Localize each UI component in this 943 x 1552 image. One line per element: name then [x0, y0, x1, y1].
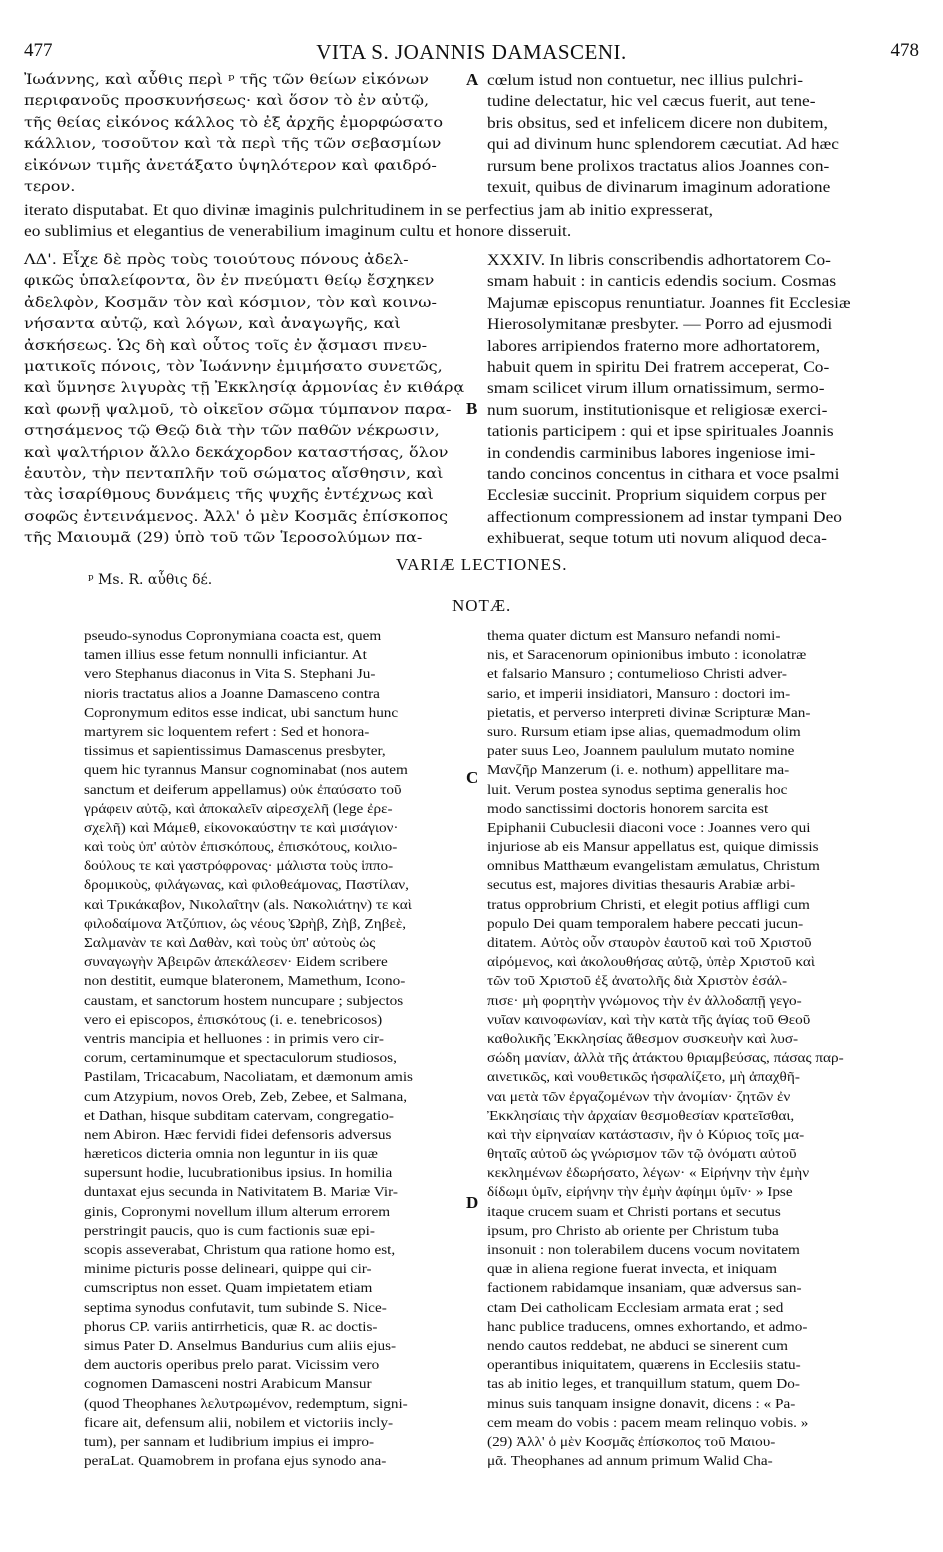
- varia-lectiones-heading: VARIÆ LECTIONES.: [396, 555, 568, 574]
- text-line: Hierosolymitanæ presbyter. — Porro ad ejusmodi: [487, 316, 833, 334]
- text-line: μᾶ. Theophanes ad annum primum Walid Cha-: [487, 1453, 773, 1469]
- text-line: duntaxat ejus secunda in Nativitatem B. Mariæ Vir-: [84, 1184, 398, 1200]
- text-line: et falsario Mansuro ; contumelioso Christi adver-: [487, 666, 787, 682]
- text-line: perstringit paucis, quo is cum factionis suæ epi-: [84, 1222, 375, 1238]
- text-line: insonuit : non tolerabilem ducens vocum novitatem: [487, 1242, 800, 1257]
- text-line: rursum bene prolixos tractatus alios Joannes con-: [487, 157, 830, 175]
- text-line: ἀδελφὸν, Κοσμᾶν τὸν καὶ κόσμιον, τὸν καὶ κοινω-: [24, 294, 437, 311]
- text-line: tando concinos concentus in cithara et voce psalmi: [487, 466, 840, 484]
- text-line: τερον.: [24, 179, 76, 196]
- text-line: tationis participem : qui et ipse spirituales Joannis: [487, 423, 834, 441]
- text-line: νήσαντα αὐτῷ, καὶ λόγων, καὶ ἀναγωγῆς, καὶ: [24, 316, 401, 333]
- text-line: hanc publice traducens, omnes exhortando, et admo-: [487, 1318, 808, 1334]
- text-line: Ἰωάννης, καὶ αὖθις περὶ ᵖ τῆς τῶν θείων εἰκόνων: [24, 72, 429, 88]
- text-line: cumscriptus non esset. Quam impietatem etiam: [84, 1280, 373, 1296]
- text-line: καὶ Τρικάκαβον, Νικολαΐτην (als. Νακολιάτην) τε καὶ: [84, 896, 412, 912]
- text-line: δίδωμι ὑμῖν, εἰρήνην τὴν ἐμὴν ἀφίημι ὑμῖν· » Ipse: [487, 1184, 793, 1200]
- mid-left-column: [24, 250, 464, 550]
- text-line: ἀσκήσεως. Ὡς δὴ καὶ οὗτος τοῖς ἐν ᾄσμασι πνευ-: [24, 337, 428, 354]
- top-left-column: [24, 70, 464, 198]
- text-line: injuriose ab eis Mansur appellatus est, quique dimissis: [487, 839, 819, 855]
- marker-c: C: [466, 768, 479, 787]
- text-line: εἰκόνων τιμῆς ἀνετάξατο ὑψηλότερον καὶ φαιδρό-: [24, 157, 437, 174]
- text-line: Ἐκκλησίαις τὴν ἀρχαίαν θεσμοθεσίαν κρατεῖσθαι,: [487, 1107, 795, 1123]
- text-line: operantibus iniquitatem, quærens in Ecclesiis statu-: [487, 1357, 801, 1373]
- notes-left-column: [84, 626, 464, 1470]
- text-line: habuit quem in spiritu Dei fratrem acceperat, Co-: [487, 359, 830, 377]
- text-line: tratus opprobrium Christi, et elegit potius affligi cum: [487, 896, 810, 912]
- notes-right-column: [487, 626, 919, 1470]
- text-line: pseudo-synodus Copronymiana coacta est, quem: [84, 628, 382, 643]
- text-line: pater suus Leo, Joannem paululum mutato nomine: [487, 743, 795, 759]
- text-line: supersunt hodie, lucubrationibus ipsius. In homilia: [84, 1165, 393, 1181]
- text-line: σώδη μανίαν, ἀλλὰ τῆς ἀτάκτου θριαμβεύσας, πάσας παρ-: [487, 1050, 844, 1066]
- text-line: καὶ τοὺς ὑπ' αὐτὸν ἐπισκόπους, ἐπισκότους, κοιλιο-: [84, 839, 398, 855]
- text-line: καὶ φωνῇ ψαλμοῦ, τὸ οἰκεῖον σῶμα τύμπανον παρα-: [24, 401, 452, 418]
- text-line: ficare ait, defensum alii, nobilem et victoriis incly-: [84, 1414, 394, 1430]
- text-line: κάλλιον, τοσοῦτον καὶ τὰ περὶ τῆς τῶν σεβασμίων: [24, 136, 442, 153]
- running-title: VITA S. JOANNIS DAMASCENI.: [316, 40, 627, 64]
- text-line: ventris mancipia et helluones : in primis vero cir-: [84, 1030, 384, 1046]
- text-line: quæ in aliena regione fuerat invecta, et iniquam: [487, 1261, 778, 1277]
- text-line: tum), per sannam et ludibrium impius ei impro-: [84, 1433, 375, 1449]
- text-line: Μανζῆρ Manzerum (i. e. nothum) appellitare ma-: [487, 762, 790, 778]
- text-line: suro. Rursum etiam ipse alias, quemadmodum olim: [487, 723, 801, 739]
- marker-d: D: [466, 1193, 479, 1212]
- text-line: et Dathan, hisque subditam catervam, congregatio-: [84, 1107, 394, 1123]
- text-line: συναγωγὴν Ἀβειρῶν ἀπεκάλεσεν· Eidem scribere: [84, 954, 388, 970]
- text-line: factionem rabidamque insaniam, quæ adversus san-: [487, 1280, 802, 1296]
- full-line: iterato disputabat. Et quo divinæ imaginis pulchritudinem in se perfectius jam ab initio expresserat,: [24, 202, 713, 219]
- text-line: vero ei episcopos, ἐπισκότους (i. e. tenebricosos): [84, 1011, 383, 1027]
- marker-b: B: [466, 399, 478, 418]
- text-line: minime picturis posse delineari, quippe qui cir-: [84, 1261, 372, 1277]
- text-line: nioris tractatus alios a Joanne Damasceno contra: [84, 685, 380, 701]
- text-line: (quod Theophanes λελυτρωμένον, redemptum, signi-: [84, 1395, 408, 1411]
- text-line: XXXIV. In libris conscribendis adhortatorem Co-: [487, 252, 831, 269]
- text-line: αἰρόμενος, καὶ ἀκολουθήσας αὐτῷ, ὑπὲρ Χριστοῦ καὶ: [487, 954, 816, 970]
- text-line: dem auctoris operibus prelo parat. Vicissim vero: [84, 1357, 380, 1373]
- text-line: sario, et imperii insidiatori, Mansuro : doctori im-: [487, 685, 791, 701]
- text-line: γράφειν αὐτῷ, καὶ ἀποκαλεῖν αἱρεσχελῆ (lege ἐρε-: [84, 800, 393, 816]
- text-line: cum Atzypium, novos Oreb, Zeb, Zebee, et Salmana,: [84, 1088, 408, 1104]
- text-line: ginis, Copronymi novellum illum alterum errorem: [84, 1203, 391, 1219]
- text-line: Copronymum editos esse indicat, ubi sanctum hunc: [84, 704, 399, 720]
- text-line: corum, certaminumque et spectaculorum studiosos,: [84, 1050, 397, 1066]
- text-line: sanctum et deiferum appellamus) οὐκ ἐπαύσατο τοῦ: [84, 781, 402, 797]
- text-line: Ecclesiæ succinit. Proprium siquidem corpus per: [487, 487, 827, 505]
- text-line: populo Dei quam temporalem habere peccati jucun-: [487, 915, 804, 931]
- text-line: omnibus Matthæum evangelistam æmulatus, Christum: [487, 858, 820, 874]
- text-line: nendo cautos reddebat, ne abduci se sinerent cum: [487, 1337, 789, 1353]
- text-line: ipsum, pro Christo ab oriente per Christum tuba: [487, 1222, 779, 1238]
- top-right-column: [487, 70, 919, 198]
- text-line: περιφανοῦς προσκυνήσεως· καὶ ὅσον τὸ ἐν αὐτῷ,: [24, 93, 430, 110]
- text-line: τὰς ἰσαρίθμους δυνάμεις τῆς ψυχῆς ἐντέχνως καὶ: [24, 487, 434, 504]
- text-line: ΛΔ'. Εἶχε δὲ πρὸς τοὺς τοιούτους πόνους ἀδελ-: [24, 252, 409, 268]
- text-line: ναι μετὰ τῶν ἐργαζομένων τὴν ἀνομίαν· ζητῶν ἐν: [487, 1088, 791, 1104]
- text-line: smam habuit : in canticis edendis socium. Cosmas: [487, 273, 837, 291]
- page-header: [24, 40, 919, 66]
- text-line: ματικοῖς πόνοις, τὸν Ἰωάννην ἐμιμήσατο συνετῶς,: [24, 359, 443, 376]
- text-line: Σαλμανὰν τε καὶ Δαθὰν, καὶ τοὺς ὑπ' αὐτοὺς ὡς: [84, 935, 376, 950]
- text-line: smam scilicet virum illum ornatissimum, sermo-: [487, 380, 825, 398]
- text-line: secutus est, majores divitias thesauris Arabiæ arbi-: [487, 877, 796, 893]
- text-line: exhibuerat, seque totum uti novum aliquod deca-: [487, 530, 827, 548]
- text-line: σχελῆ) καὶ Μάμεθ, εἰκονοκαύστην τε καὶ μισάγιον·: [84, 819, 399, 835]
- text-line: caustam, et sanctorum hostem nuncupare ; subjectos: [84, 992, 404, 1008]
- text-line: simus Pater D. Anselmus Bandurius cum aliis ejus-: [84, 1337, 397, 1353]
- text-line: septima synodus confutavit, tum subinde S. Nice-: [84, 1299, 387, 1315]
- text-line: vero Stephanus diaconus in Vita S. Stephani Ju-: [84, 666, 376, 682]
- text-line: scopis asseverabat, Christum qua ratione homo est,: [84, 1242, 396, 1257]
- text-line: δούλους τε καὶ γαστρόφρονας· μάλιστα τοὺς ἱππο-: [84, 858, 394, 874]
- text-line: hæreticos dicteria omnia non leguntur in iis quæ: [84, 1146, 378, 1162]
- text-line: καὶ τὴν εἰρηναίαν κατάστασιν, ἣν ὁ Κύριος τοῖς μα-: [487, 1126, 805, 1142]
- text-line: labores arripiendos fraterno more adhortatorem,: [487, 337, 821, 355]
- text-line: Majumæ episcopus renuntiatur. Joannes fit Ecclesiæ: [487, 294, 851, 312]
- varia-lectio-note: ᵖ Ms. R. αὖθις δέ.: [88, 572, 213, 588]
- text-line: (29) Ἀλλ' ὁ μὲν Κοσμᾶς ἐπίσκοπος τοῦ Μαιου-: [487, 1433, 776, 1449]
- text-line: θηταῖς αὐτοῦ ὡς γνώρισμον τῶν τῷ ὀνόματι αὐτοῦ: [487, 1146, 797, 1162]
- marker-a: A: [466, 70, 479, 89]
- text-line: ditatem. Αὐτὸς οὖν σταυρὸν ἑαυτοῦ καὶ τοῦ Χριστοῦ: [487, 935, 812, 950]
- text-line: thema quater dictum est Mansuro nefandi nomi-: [487, 628, 781, 643]
- text-line: quem hic tyrannus Mansur cognominabat (nos autem: [84, 762, 408, 778]
- text-line: κεκλημένων ἐδωρήσατο, λέγων· « Εἰρήνην τὴν ἐμὴν: [487, 1165, 810, 1181]
- text-line: φικῶς ὑπαλείφοντα, ὃν ἐν πνεύματι θείῳ ἔσχηκεν: [24, 273, 435, 290]
- text-line: δρομικοὺς, φιλάγωνας, καὶ φιλοθεάμονας, Παστίλαν,: [84, 877, 409, 893]
- text-line: στησάμενος τῷ Θεῷ διὰ τὴν τῶν παθῶν νέκρωσιν,: [24, 423, 440, 440]
- left-page-number: 477: [24, 40, 53, 61]
- text-line: cognomen Damasceni nostri Arabicum Mansur: [84, 1376, 372, 1392]
- text-line: tissimus et sapientissimus Damascenus presbyter,: [84, 743, 386, 759]
- right-page-number: 478: [890, 40, 919, 61]
- text-line: luit. Verum postea synodus septima generalis hoc: [487, 781, 788, 797]
- notae-heading: NOTÆ.: [452, 596, 512, 615]
- text-line: tamen illius esse fetum nonnulli inficiantur. At: [84, 647, 367, 663]
- text-line: καὶ ψαλτήριον ἄλλο δεκάχορδον καταστήσας, ὅλον: [24, 444, 449, 461]
- text-line: καθολικῆς Ἐκκλησίας ἄθεσμον συσκευὴν καὶ λυσ-: [487, 1030, 799, 1046]
- text-line: τῶν τοῦ Χριστοῦ ἐξ ἀνατολῆς διὰ Χριστὸν ἐσάλ-: [487, 973, 788, 989]
- text-line: tas ab initio leges, et tranquillum statum, quem Do-: [487, 1376, 800, 1392]
- text-line: ctam Dei catholicam Ecclesiam armata erat ; sed: [487, 1299, 784, 1315]
- text-line: itaque crucem suam et Christi portans et secutus: [487, 1203, 781, 1219]
- text-line: affectionum compressionem ad instar tympani Deo: [487, 508, 842, 526]
- text-line: minus suis tanquam insigne donavit, dicens : « Pa-: [487, 1395, 796, 1411]
- text-line: cem meam do vobis : pacem meam relinquo vobis. »: [487, 1414, 809, 1430]
- text-line: καὶ ὕμνησε λιγυρὰς τῇ Ἐκκλησίᾳ ἁρμονίας ἐν κιθάρᾳ: [24, 380, 465, 397]
- text-line: non destitit, eumque blateronem, Mamethum, Icono-: [84, 973, 406, 989]
- text-line: num suorum, institutionisque et religiosæ exerci-: [487, 401, 828, 419]
- full-line: eo sublimius et elegantius de venerabilium imaginum cultu et honore disseruit.: [24, 223, 572, 240]
- text-line: σοφῶς ἐντεινάμενος. Ἀλλ' ὁ μὲν Κοσμᾶς ἐπίσκοπος: [24, 508, 449, 525]
- text-line: νυῖαν καινοφωνίαν, καὶ τὴν κατὰ τῆς ἁγίας τοῦ Θεοῦ: [487, 1011, 811, 1027]
- text-line: modo sanctissimi doctoris honorem sarcita est: [487, 800, 769, 816]
- text-line: ἑαυτὸν, τὴν πενταπλῆν τοῦ σώματος αἴσθησιν, καὶ: [24, 466, 444, 483]
- text-line: φιλοδαίμονα Ἀτζύπιον, ὡς νέους Ὠρὴβ, Ζὴβ, Ζηβεὲ,: [84, 915, 407, 931]
- text-line: bris obsitus, sed et infelicem dicere non dubitem,: [487, 114, 828, 132]
- text-line: τῆς Μαιουμᾶ (29) ὑπὸ τοῦ τῶν Ἱεροσολύμων πα-: [24, 530, 423, 547]
- text-line: pietatis, et perverso interpreti divinæ Scripturæ Man-: [487, 704, 811, 720]
- text-line: Epiphanii Cubuclesii diaconi voce : Joannes vero qui: [487, 819, 811, 835]
- text-line: martyrem sic loquentem refert : Sed et honora-: [84, 723, 370, 739]
- text-line: αινετικῶς, καὶ νουθετικῶς ἠσφαλίζετο, μὴ ἀπαχθῆ-: [487, 1069, 800, 1085]
- text-line: nem Abiron. Hæc fervidi fidei defensoris adversus: [84, 1126, 392, 1142]
- text-line: tudine delectatur, hic vel cæcus fuerit, aut tene-: [487, 93, 816, 111]
- text-line: phorus CP. variis antirrheticis, quæ R. ac doctis-: [84, 1318, 378, 1334]
- text-line: cœlum istud non contuetur, nec illius pulchri-: [487, 72, 804, 89]
- text-line: Pastilam, Tricacabum, Nacoliatam, et dæmonum amis: [84, 1069, 413, 1085]
- text-line: in condendis carminibus labores ingeniose imi-: [487, 444, 816, 462]
- text-line: πισε· μὴ φορητὴν γνώμονος τὴν ἐν ἀλλοδαπῇ γεγο-: [487, 992, 802, 1008]
- text-line: texuit, quibus de divinarum imaginum adoratione: [487, 179, 831, 197]
- mid-right-column: [487, 250, 919, 550]
- text-line: nis, et Saracenorum opinionibus imbuto : iconolatræ: [487, 647, 807, 663]
- text-line: peraLat. Quamobrem in profana ejus synodo ana-: [84, 1453, 387, 1469]
- text-line: τῆς θείας εἰκόνος κάλλος τὸ ἐξ ἀρχῆς ἐμορφώσατο: [24, 114, 444, 131]
- text-line: qui ad divinum hunc splendorem cæcutiat. Ad hæc: [487, 136, 839, 154]
